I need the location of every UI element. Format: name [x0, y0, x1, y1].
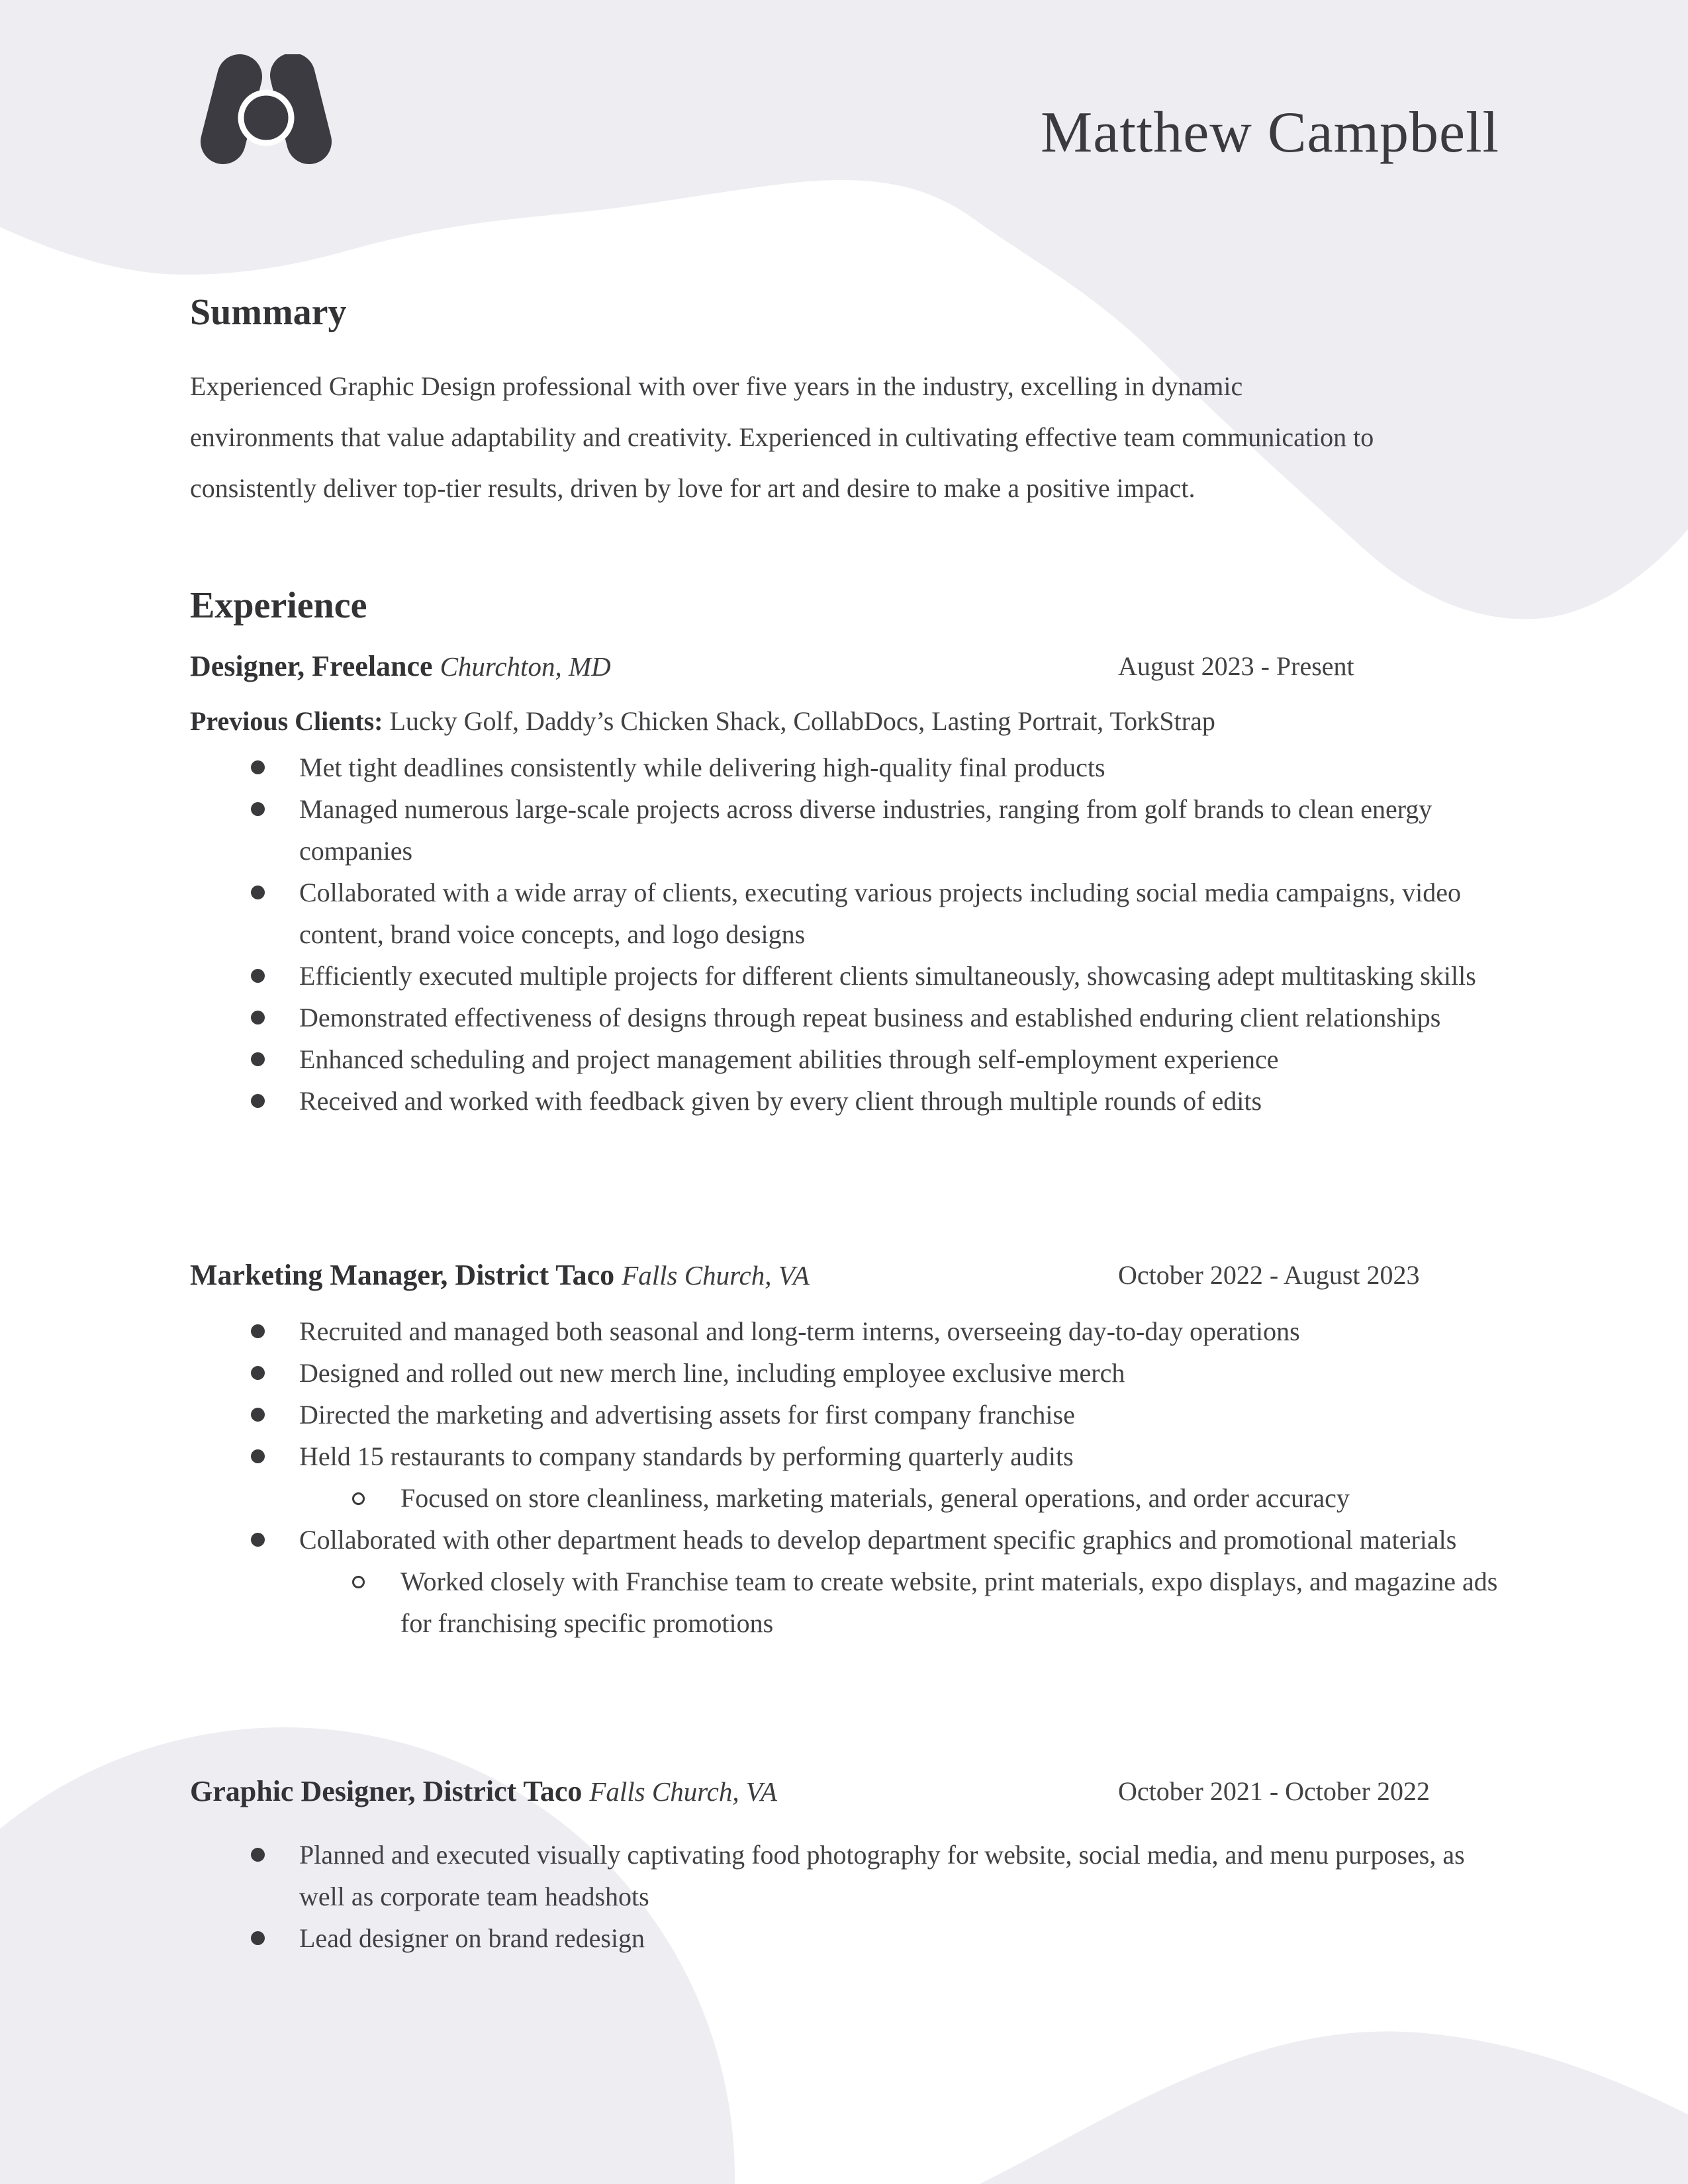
previous-clients-line	[190, 701, 1499, 742]
job-role: Marketing Manager, District Taco	[190, 1259, 615, 1291]
job-role: Graphic Designer, District Taco	[190, 1775, 583, 1807]
bullet-item: Demonstrated effectiveness of designs through repeat business and established enduring client relationships	[190, 997, 1499, 1038]
brand-logo-icon	[197, 54, 334, 168]
job-location: Falls Church, VA	[589, 1776, 777, 1807]
bullet-item: Planned and executed visually captivating food photography for website, social media, and menu purposes, as well as corporate team headshots	[190, 1834, 1499, 1917]
sub-bullet-item: Focused on store cleanliness, marketing materials, general operations, and order accuracy	[190, 1477, 1499, 1519]
job-bullet-list	[190, 747, 1499, 1122]
page-title: Matthew Campbell	[1041, 100, 1499, 165]
summary-paragraph: Experienced Graphic Design professional with over five years in the industry, excelling in dynamic environments that value adaptability and creativity. Experienced in cultivating effective team communication to consistently deliver top-tier results, driven by love for art and desire to make a positive impact.	[190, 371, 1374, 503]
job-location: Falls Church, VA	[622, 1260, 810, 1291]
job-bullet-list	[190, 1310, 1499, 1644]
previous-clients-label: Previous Clients:	[190, 706, 383, 736]
job-dates: October 2021 - October 2022	[1118, 1776, 1430, 1806]
job-role: Designer, Freelance	[190, 650, 433, 682]
summary-heading: Summary	[190, 292, 347, 334]
bullet-item: Recruited and managed both seasonal and long-term interns, overseeing day-to-day operations	[190, 1310, 1499, 1352]
bullet-item: Designed and rolled out new merch line, including employee exclusive merch	[190, 1352, 1499, 1394]
bullet-item: Received and worked with feedback given by every client through multiple rounds of edits	[190, 1080, 1499, 1122]
bullet-item: Collaborated with other department heads to develop department specific graphics and promotional materials	[190, 1519, 1499, 1561]
bullet-item: Directed the marketing and advertising assets for first company franchise	[190, 1394, 1499, 1435]
bullet-item: Lead designer on brand redesign	[190, 1917, 1499, 1959]
previous-clients-list: Lucky Golf, Daddy’s Chicken Shack, CollabDocs, Lasting Portrait, TorkStrap	[383, 706, 1215, 736]
job-bullet-list	[190, 1834, 1499, 1959]
job-header-designer-freelance	[190, 648, 1499, 685]
bullet-item: Collaborated with a wide array of clients, executing various projects including social media campaigns, video content, brand voice concepts, and logo designs	[190, 872, 1499, 955]
job-dates: August 2023 - Present	[1118, 651, 1354, 681]
bullet-item: Met tight deadlines consistently while delivering high-quality final products	[190, 747, 1499, 788]
bullet-item: Managed numerous large-scale projects across diverse industries, ranging from golf brands to clean energy companies	[190, 788, 1499, 872]
job-dates: October 2022 - August 2023	[1118, 1260, 1420, 1290]
job-header-marketing-manager	[190, 1257, 1499, 1294]
job-header-graphic-designer	[190, 1773, 1499, 1810]
bullet-item: Held 15 restaurants to company standards by performing quarterly audits	[190, 1435, 1499, 1477]
job-location: Churchton, MD	[440, 651, 611, 682]
bullet-item: Enhanced scheduling and project management abilities through self-employment experience	[190, 1038, 1499, 1080]
experience-heading: Experience	[190, 585, 367, 627]
bullet-item: Efficiently executed multiple projects for different clients simultaneously, showcasing adept multitasking skills	[190, 955, 1499, 997]
sub-bullet-item: Worked closely with Franchise team to create website, print materials, expo displays, and magazine ads for franchising specific promotions	[190, 1561, 1499, 1644]
